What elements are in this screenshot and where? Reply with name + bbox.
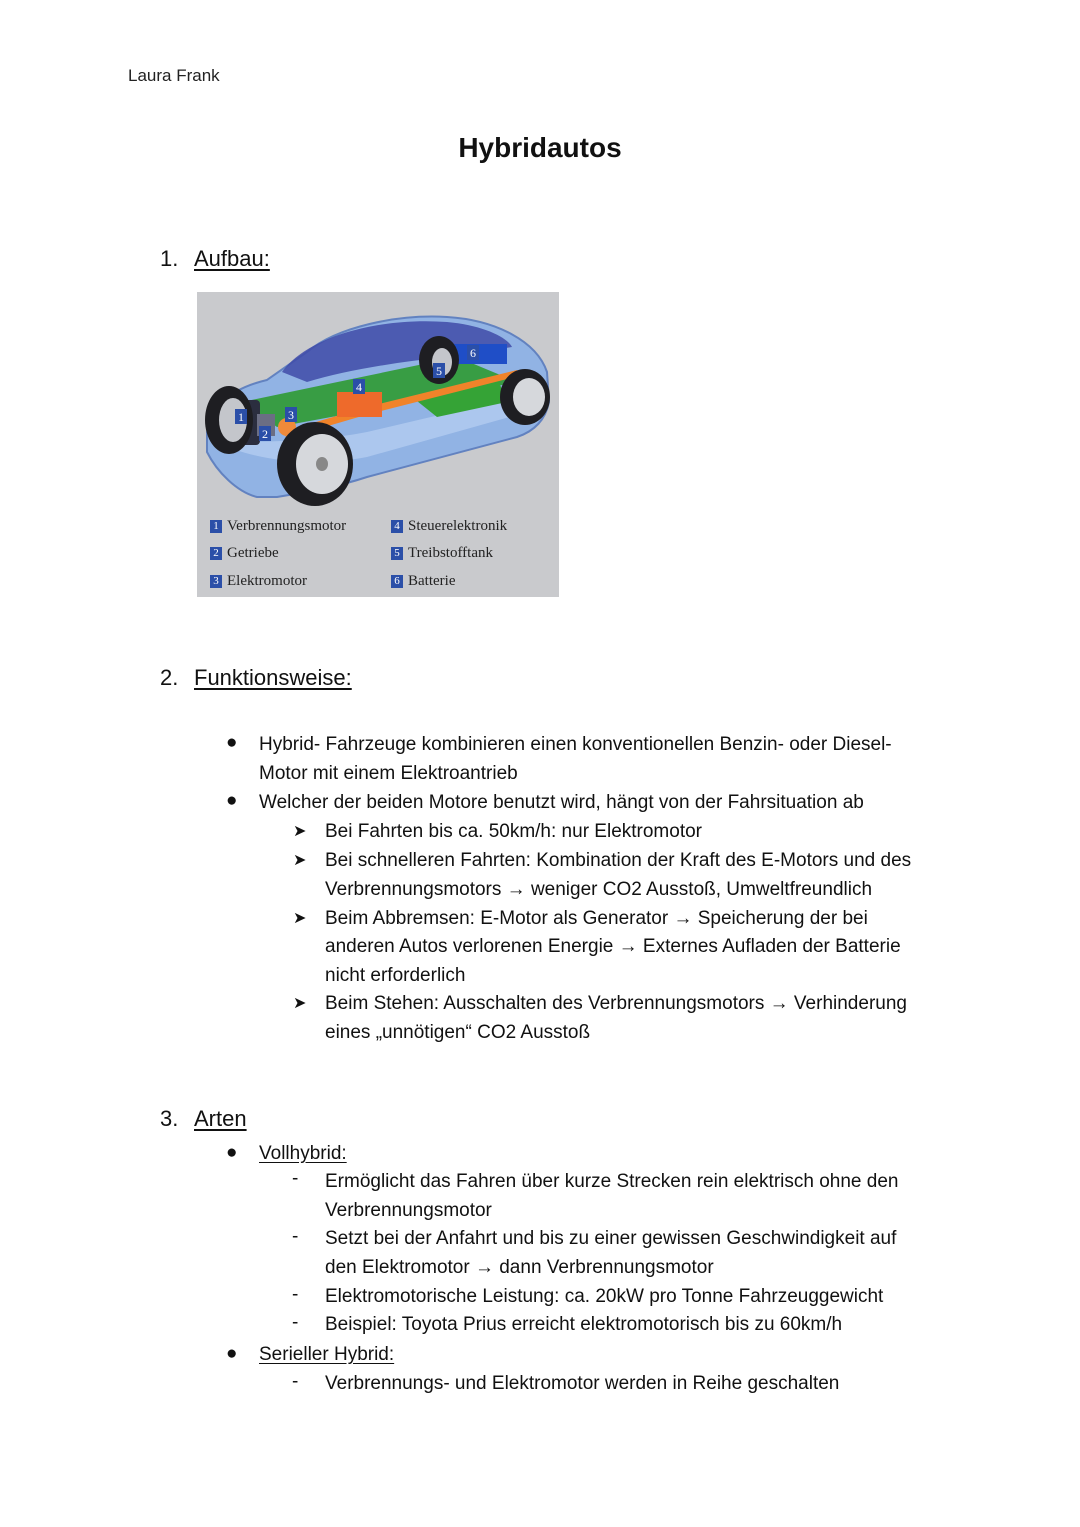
dash-bullet: - bbox=[292, 1226, 299, 1247]
legend-number: 1 bbox=[210, 520, 222, 533]
dash-bullet: - bbox=[292, 1168, 299, 1189]
subpoint-text: anderen Autos verlorenen Energie → Externes Aufladen der Batterie bbox=[325, 936, 901, 957]
bullet-dot: ● bbox=[226, 1343, 238, 1364]
legend-item bbox=[391, 545, 493, 562]
bullet-dot: ● bbox=[226, 790, 238, 811]
dash-bullet: - bbox=[292, 1284, 299, 1305]
hybrid-car-diagram bbox=[197, 292, 559, 597]
subpoint-text: Bei Fahrten bis ca. 50km/h: nur Elektromotor bbox=[325, 821, 702, 842]
legend-item bbox=[210, 573, 307, 590]
legend-number: 2 bbox=[210, 547, 222, 560]
type-point-text: Elektromotorische Leistung: ca. 20kW pro Tonne Fahrzeuggewicht bbox=[325, 1286, 884, 1307]
legend-item bbox=[391, 573, 455, 590]
legend-label: Elektromotor bbox=[227, 573, 307, 589]
section-title: Arten bbox=[194, 1106, 247, 1131]
arrow-bullet-icon: ➤ bbox=[293, 823, 307, 840]
type-point-text: Ermöglicht das Fahren über kurze Strecken rein elektrisch ohne den bbox=[325, 1171, 899, 1192]
section-heading-arten bbox=[160, 1106, 247, 1132]
arrow-bullet-icon: ➤ bbox=[293, 995, 307, 1012]
subpoint-text: Bei schnelleren Fahrten: Kombination der Kraft des E-Motors und des bbox=[325, 850, 912, 871]
callout-2: 2 bbox=[262, 427, 268, 441]
legend-label: Getriebe bbox=[227, 545, 279, 561]
legend-label: Steuerelektronik bbox=[408, 518, 508, 534]
type-label bbox=[259, 1340, 394, 1369]
legend-label: Treibstofftank bbox=[408, 545, 494, 561]
type-point-text: Beispiel: Toyota Prius erreicht elektromotorisch bis zu 60km/h bbox=[325, 1314, 843, 1335]
bullet-text: Welcher der beiden Motore benutzt wird, hängt von der Fahrsituation ab bbox=[259, 792, 864, 813]
type-point-text: Verbrennungs- und Elektromotor werden in Reihe geschalten bbox=[325, 1373, 840, 1394]
callout-4: 4 bbox=[356, 380, 362, 394]
legend-label: Verbrennungsmotor bbox=[227, 518, 347, 534]
legend-number: 5 bbox=[391, 547, 403, 560]
bullet-text: Motor mit einem Elektroantrieb bbox=[259, 763, 518, 784]
bullet-dot: ● bbox=[226, 1142, 238, 1163]
subpoint-text: nicht erforderlich bbox=[325, 965, 466, 986]
legend-number: 4 bbox=[391, 520, 403, 533]
author-name: Laura Frank bbox=[128, 66, 220, 85]
callout-3: 3 bbox=[288, 408, 294, 422]
legend-item bbox=[391, 518, 507, 535]
subpoint-text: Beim Abbremsen: E-Motor als Generator → Speicherung der bei bbox=[325, 908, 868, 929]
section-heading-aufbau bbox=[160, 246, 270, 272]
bullet-dot: ● bbox=[226, 732, 238, 753]
type-label-text: Serieller Hybrid: bbox=[259, 1344, 395, 1365]
arrow-bullet-icon: ➤ bbox=[293, 910, 307, 927]
legend-number: 3 bbox=[210, 575, 222, 588]
type-point-text: den Elektromotor → dann Verbrennungsmotor bbox=[325, 1257, 714, 1278]
bullet-text: Hybrid- Fahrzeuge kombinieren einen konventionellen Benzin- oder Diesel- bbox=[259, 734, 892, 755]
subpoint-text: Verbrennungsmotors → weniger CO2 Ausstoß, Umweltfreundlich bbox=[325, 879, 873, 900]
dash-bullet: - bbox=[292, 1371, 299, 1392]
section-number: 1. bbox=[160, 246, 179, 271]
legend-number: 6 bbox=[391, 575, 403, 588]
section-title: Aufbau: bbox=[194, 246, 270, 271]
type-label bbox=[259, 1139, 347, 1168]
section-title: Funktionsweise: bbox=[194, 665, 352, 690]
arrow-bullet-icon: ➤ bbox=[293, 852, 307, 869]
page-title: Hybridautos bbox=[458, 132, 622, 163]
section-number: 2. bbox=[160, 665, 179, 690]
subpoint-text: Beim Stehen: Ausschalten des Verbrennungsmotors → Verhinderung bbox=[325, 993, 907, 1014]
section-number: 3. bbox=[160, 1106, 179, 1131]
callout-5: 5 bbox=[436, 364, 442, 378]
subpoint-text: eines „unnötigen“ CO2 Ausstoß bbox=[325, 1022, 591, 1043]
type-point-text: Verbrennungsmotor bbox=[325, 1200, 492, 1221]
dash-bullet: - bbox=[292, 1312, 299, 1333]
callout-6: 6 bbox=[470, 346, 476, 360]
legend-label: Batterie bbox=[408, 573, 456, 589]
callout-1: 1 bbox=[238, 410, 244, 424]
legend-item bbox=[210, 545, 279, 562]
legend-item bbox=[210, 518, 346, 535]
type-point-text: Setzt bei der Anfahrt und bis zu einer gewissen Geschwindigkeit auf bbox=[325, 1228, 897, 1249]
section-heading-funktionsweise bbox=[160, 665, 352, 691]
type-label-text: Vollhybrid: bbox=[259, 1143, 347, 1164]
